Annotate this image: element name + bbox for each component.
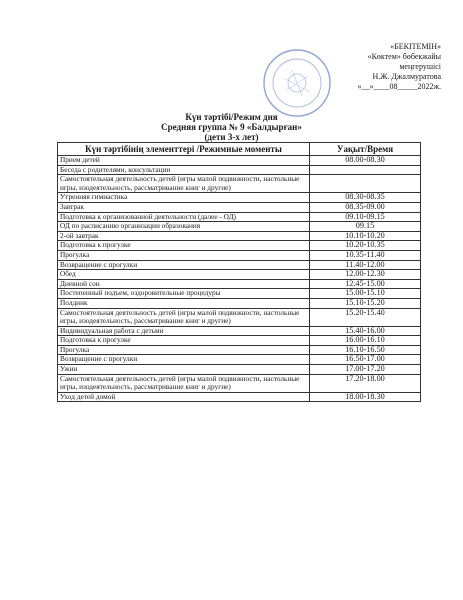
table-row	[58, 202, 421, 212]
time-cell: 15.10-15.20	[309, 298, 420, 308]
approval-line-4: Н.Ж. Джалмуратова	[372, 72, 441, 81]
approval-line-2: «Көктем» бөбекжайы	[367, 52, 441, 61]
column-header-activity: Күн тәртібінің элементтері /Режимные моменты	[58, 143, 310, 156]
approval-line-1: «БЕКІТЕМІН»	[390, 42, 441, 51]
time-cell: 15.20-15.40	[309, 308, 420, 326]
schedule-body	[58, 156, 421, 402]
activity-cell: Ужин	[58, 365, 310, 375]
activity-cell: Самостоятельная деятельность детей (игры малой подвижности, настольные игры, изодеятельность, рассматривание книг и другие)	[58, 308, 310, 326]
table-row	[58, 241, 421, 251]
activity-cell: Дневной сон	[58, 279, 310, 289]
time-cell: 08.00-08.30	[309, 156, 420, 166]
activity-cell: 2-ой завтрак	[58, 231, 310, 241]
table-row	[58, 392, 421, 402]
time-cell: 16.00-16.10	[309, 336, 420, 346]
table-row	[58, 365, 421, 375]
table-row	[58, 222, 421, 232]
activity-cell: Самостоятельная деятельность детей (игры малой подвижности, настольные игры, изодеятельность, рассматривание книг и другие)	[58, 374, 310, 392]
activity-cell: Утренняя гимнастика	[58, 193, 310, 203]
table-row	[58, 250, 421, 260]
document-heading	[0, 112, 463, 142]
approval-block	[331, 42, 441, 92]
time-cell	[309, 175, 420, 193]
table-row	[58, 270, 421, 280]
table-row	[58, 298, 421, 308]
official-seal-icon	[262, 48, 332, 118]
activity-cell: ОД по расписанию организации образования	[58, 222, 310, 232]
table-row	[58, 336, 421, 346]
time-cell: 15.00-15.10	[309, 289, 420, 299]
time-cell: 15.40-16.00	[309, 326, 420, 336]
activity-cell: Самостоятельная деятельность детей (игры малой подвижности, настольные игры, изодеятельность, рассматривание книг и другие)	[58, 175, 310, 193]
activity-cell: Завтрак	[58, 202, 310, 212]
table-row	[58, 156, 421, 166]
activity-cell: Беседа с родителями, консультации	[58, 165, 310, 175]
activity-cell: Прием детей	[58, 156, 310, 166]
column-header-time: Уақыт/Время	[309, 143, 420, 156]
activity-cell: Подготовка к организованной деятельности (далее - ОД)	[58, 212, 310, 222]
activity-cell: Возвращение с прогулки	[58, 355, 310, 365]
time-cell: 12.45-15.00	[309, 279, 420, 289]
document-title: Күн тәртібі/Режим дня	[185, 112, 278, 122]
table-row	[58, 289, 421, 299]
time-cell: 10.10-10.20	[309, 231, 420, 241]
activity-cell: Прогулка	[58, 250, 310, 260]
age-note: (дети 3-х лет)	[204, 132, 259, 142]
time-cell: 09.15	[309, 222, 420, 232]
table-header-row	[58, 143, 421, 156]
time-cell: 16.50-17.00	[309, 355, 420, 365]
approval-line-5: «__»____08_____2022ж.	[357, 82, 441, 91]
activity-cell: Уход детей домой	[58, 392, 310, 402]
time-cell: 17.00-17.20	[309, 365, 420, 375]
time-cell	[309, 165, 420, 175]
table-row	[58, 374, 421, 392]
activity-cell: Подготовка к прогулке	[58, 336, 310, 346]
time-cell: 17.20-18.00	[309, 374, 420, 392]
group-name: Средняя группа № 9 «Балдырған»	[161, 122, 302, 132]
time-cell: 12.00-12.30	[309, 270, 420, 280]
activity-cell: Полдник	[58, 298, 310, 308]
activity-cell: Возвращение с прогулки	[58, 260, 310, 270]
time-cell: 08.30-08.35	[309, 193, 420, 203]
schedule-table	[57, 142, 421, 402]
time-cell: 16.10-16.50	[309, 345, 420, 355]
approval-line-3: меңгерушісі	[399, 62, 441, 71]
activity-cell: Прогулка	[58, 345, 310, 355]
time-cell: 10.20-10.35	[309, 241, 420, 251]
time-cell: 09.10-09.15	[309, 212, 420, 222]
activity-cell: Индивидуальная работа с детьми	[58, 326, 310, 336]
time-cell: 10.35-11.40	[309, 250, 420, 260]
activity-cell: Обед	[58, 270, 310, 280]
activity-cell: Постепенный подъем, оздоровительные процедуры	[58, 289, 310, 299]
table-row	[58, 308, 421, 326]
time-cell: 08.35-09.00	[309, 202, 420, 212]
activity-cell: Подготовка к прогулке	[58, 241, 310, 251]
table-row	[58, 175, 421, 193]
time-cell: 11.40-12.00	[309, 260, 420, 270]
time-cell: 18.00-18.30	[309, 392, 420, 402]
